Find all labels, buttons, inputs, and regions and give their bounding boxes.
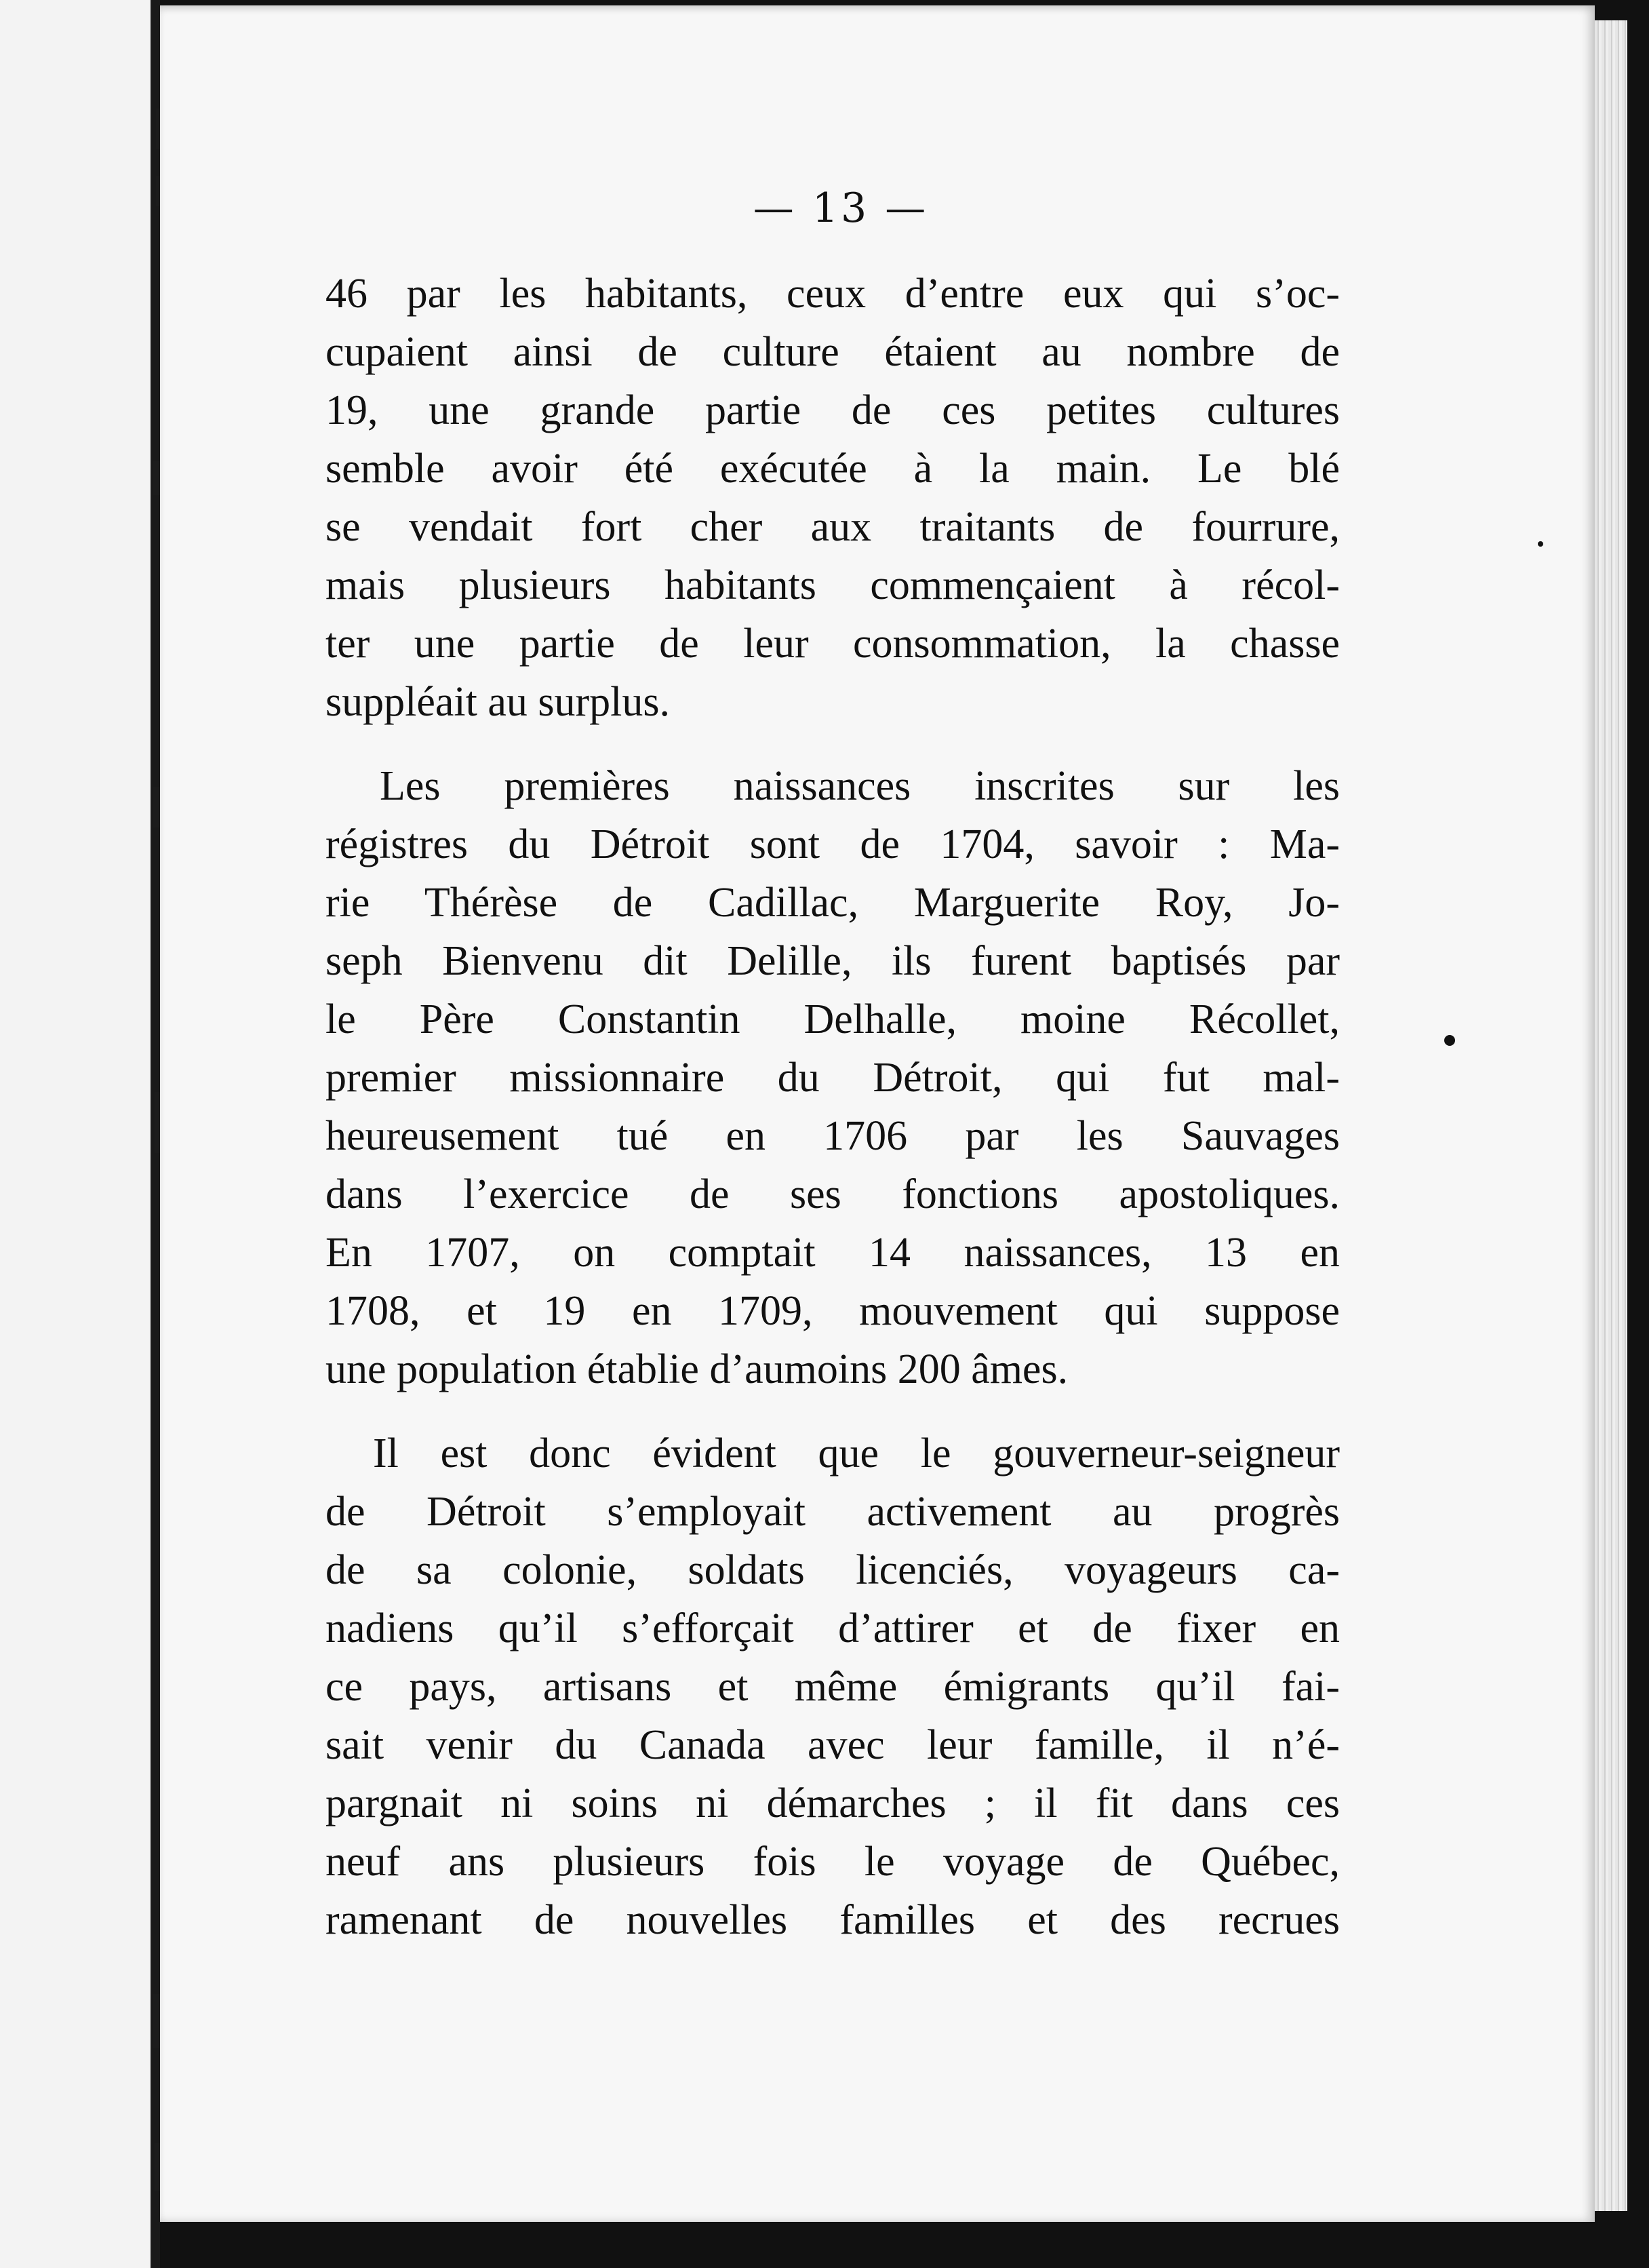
text-line: régistres du Détroit sont de 1704, savoir : Ma- [325, 821, 1340, 867]
body-text [325, 265, 1340, 2028]
text-line: semble avoir été exécutée à la main. Le blé [325, 446, 1340, 492]
text-line: heureusement tué en 1706 par les Sauvages [325, 1113, 1340, 1159]
text-line: une population établie d’aumoins 200 âmes. [325, 1346, 1069, 1392]
speck [1444, 1035, 1455, 1046]
text-line: premier missionnaire du Détroit, qui fut mal- [325, 1055, 1340, 1101]
text-line: le Père Constantin Delhalle, moine Récollet, [325, 996, 1340, 1042]
page-edges [1595, 20, 1627, 2211]
text-line: neuf ans plusieurs fois le voyage de Québec, [325, 1839, 1340, 1885]
text-line: mais plusieurs habitants commençaient à récol- [325, 562, 1340, 608]
text-line: pargnait ni soins ni démarches ; il fit dans ces [325, 1780, 1340, 1826]
text-line: En 1707, on comptait 14 naissances, 13 en [325, 1230, 1340, 1276]
text-line: Les premières naissances inscrites sur les [380, 763, 1340, 809]
page-number: — 13 — [753, 184, 929, 232]
text-line: ramenant de nouvelles familles et des recrues [325, 1897, 1340, 1943]
text-line: rie Thérèse de Cadillac, Marguerite Roy, Jo- [325, 880, 1340, 926]
speck [1538, 541, 1543, 547]
text-line: Il est donc évident que le gouverneur-seigneur [373, 1430, 1340, 1477]
text-line: nadiens qu’il s’efforçait d’attirer et de fixer en [325, 1605, 1340, 1651]
text-line: se vendait fort cher aux traitants de fourrure, [325, 504, 1340, 550]
text-line: ce pays, artisans et même émigrants qu’il fai- [325, 1664, 1340, 1710]
text-line: de Détroit s’employait activement au progrès [325, 1489, 1340, 1535]
text-line: dans l’exercice de ses fonctions apostoliques. [325, 1171, 1340, 1217]
text-line: 46 par les habitants, ceux d’entre eux qui s’oc- [325, 271, 1340, 317]
left-page-edge [0, 0, 151, 2268]
text-line: ter une partie de leur consommation, la chasse [325, 621, 1340, 667]
text-line: cupaient ainsi de culture étaient au nombre de [325, 329, 1340, 375]
text-line: seph Bienvenu dit Delille, ils furent baptisés par [325, 938, 1340, 984]
text-line: suppléait au surplus. [325, 679, 670, 725]
text-line: sait venir du Canada avec leur famille, il n’é- [325, 1722, 1340, 1768]
text-line: 19, une grande partie de ces petites cultures [325, 387, 1340, 433]
text-line: de sa colonie, soldats licenciés, voyageurs ca- [325, 1547, 1340, 1593]
text-line: 1708, et 19 en 1709, mouvement qui suppose [325, 1288, 1340, 1334]
